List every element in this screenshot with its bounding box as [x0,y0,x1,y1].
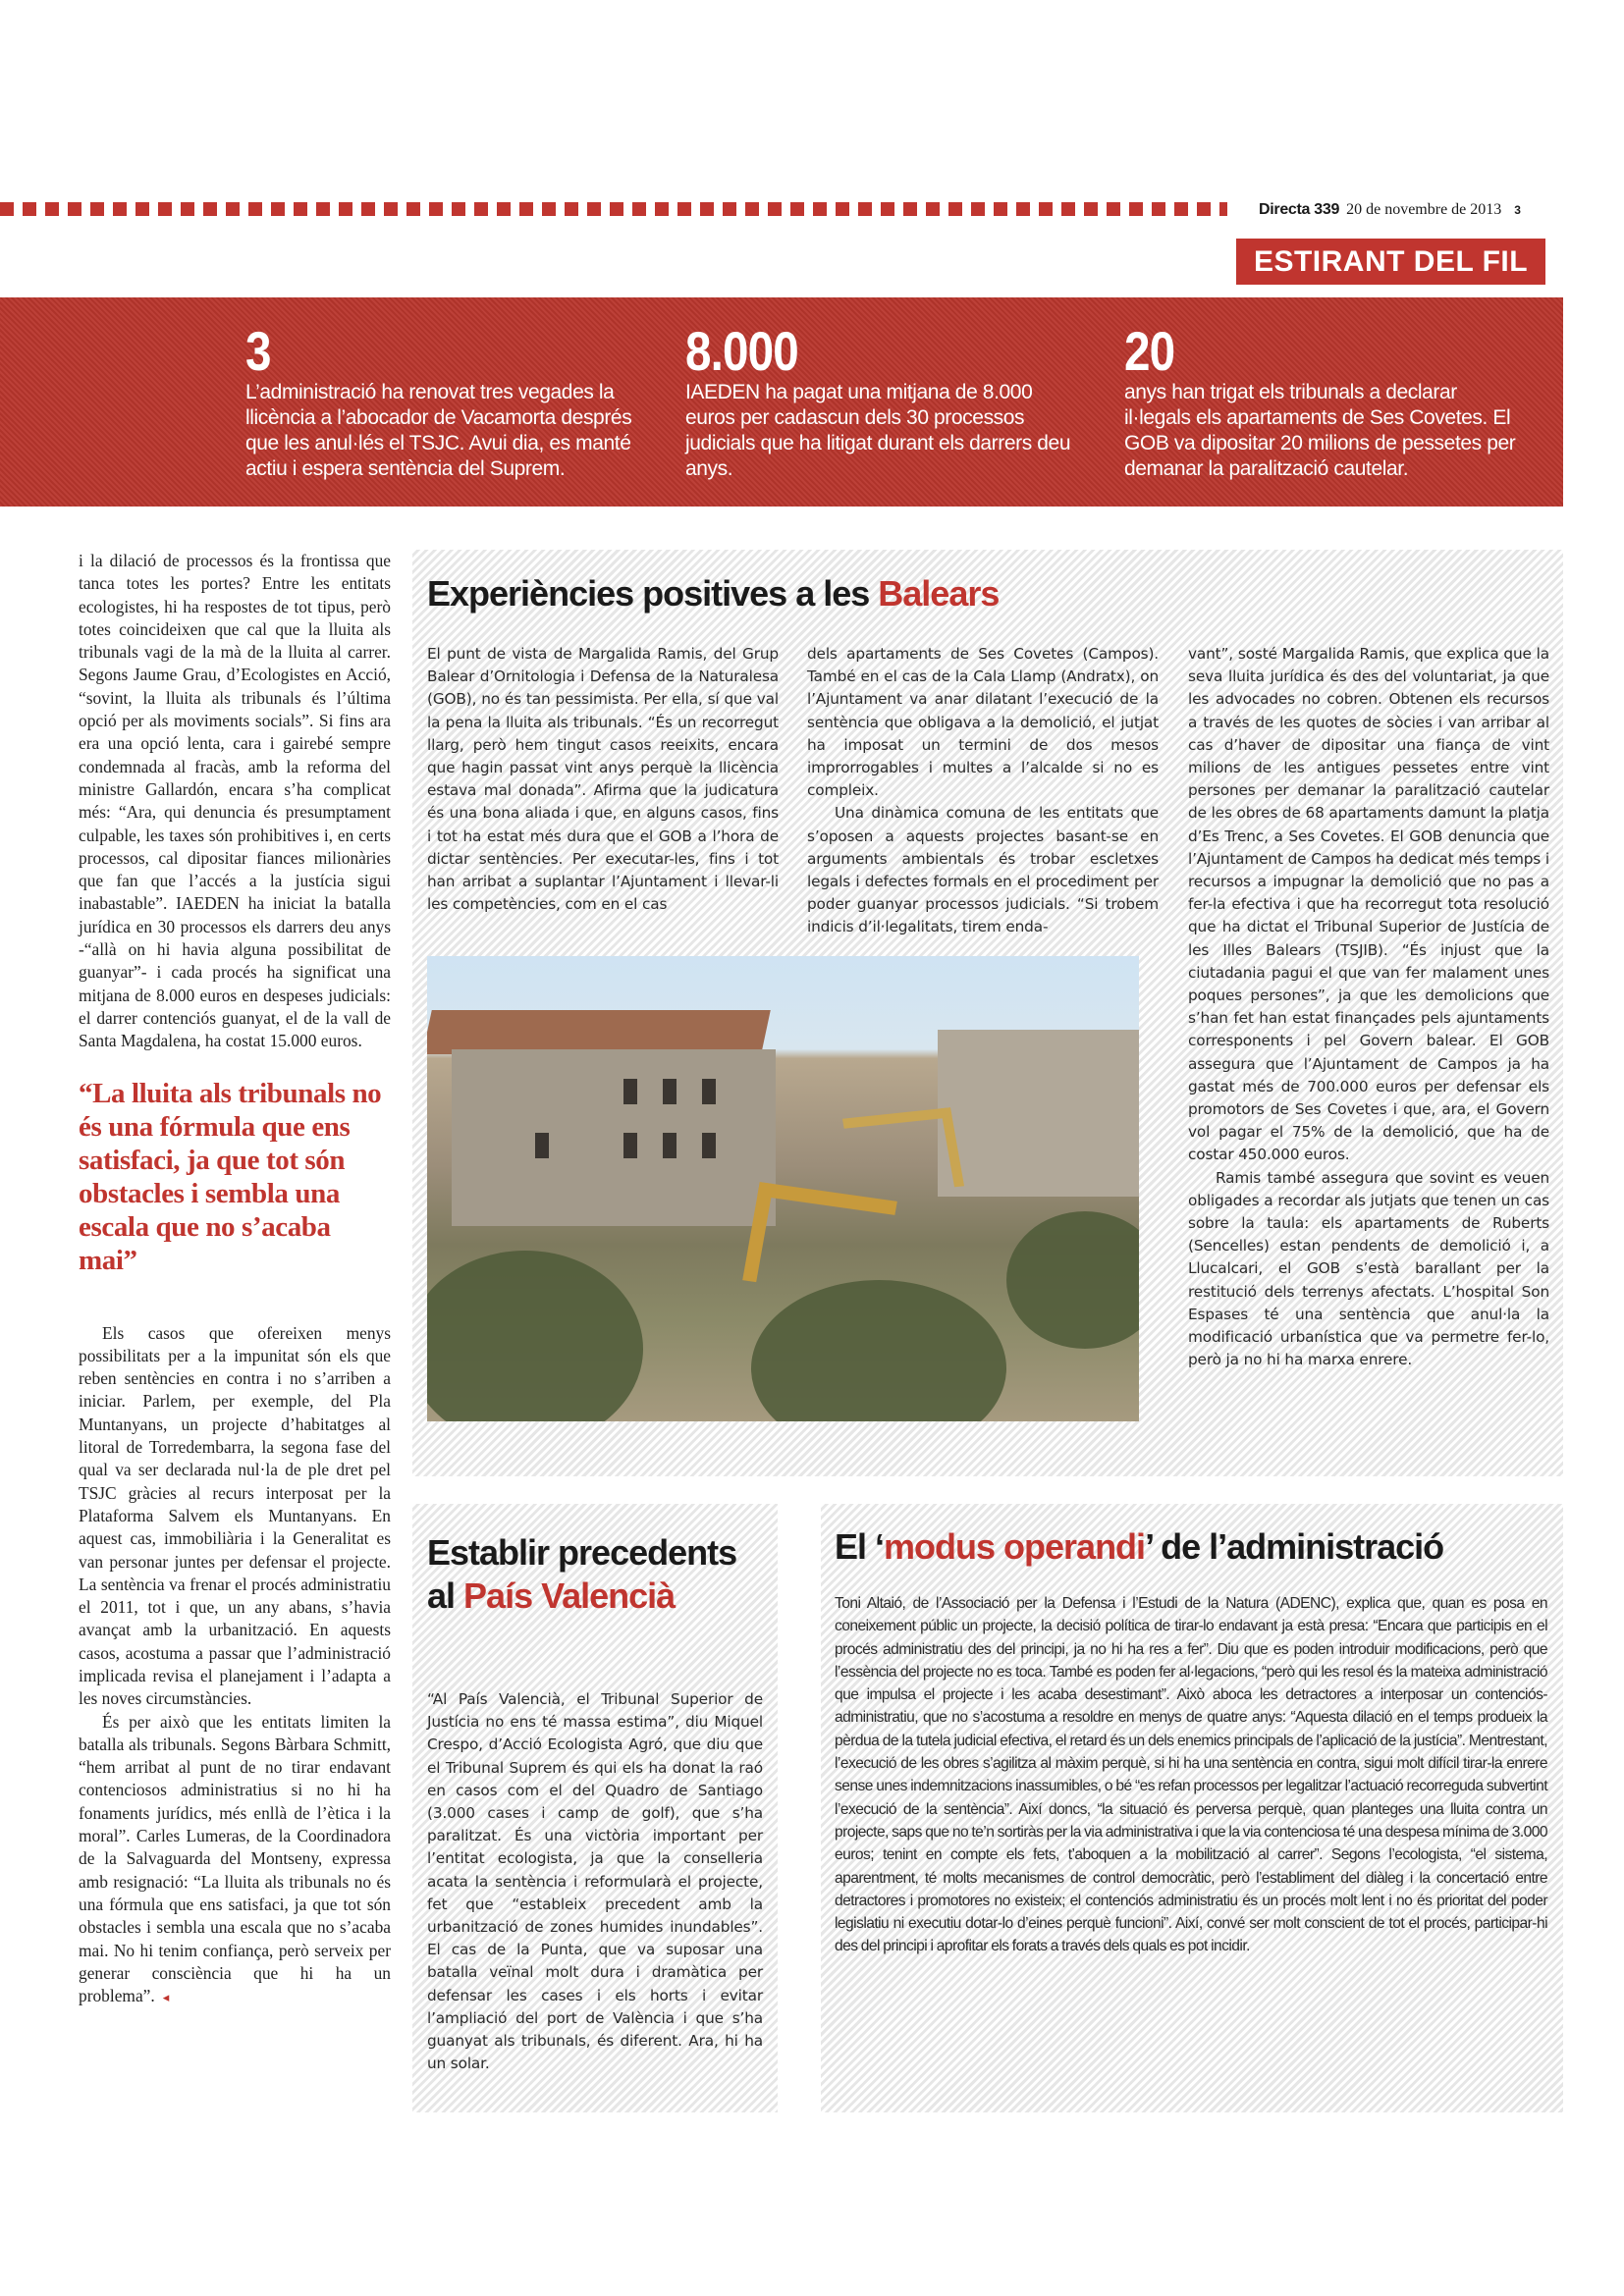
photo-roof [427,1010,771,1054]
page-number: 3 [1514,203,1521,217]
publication-name: Directa 339 [1259,201,1340,218]
photo-vegetation [427,1251,643,1421]
headline-text: Establir precedents al [427,1532,737,1616]
sidebar-column [835,1592,1547,1958]
sidebar-column [427,1688,763,2075]
sidebar-pais-valencia [412,1504,778,2112]
photo-window [663,1133,677,1158]
headline-accent: Balears [878,573,1000,614]
section-label: ESTIRANT DEL FIL [1236,239,1545,285]
fact-number: 3 [245,320,271,382]
fact-item [685,320,1078,482]
sidebar-paragraph: Ramis també assegura que sovint es veuen obligades a recordar als jutjats que tenen un cas sobre la taula: els apartaments de Ruberts (Sencelles) estan pendents de demolició i, a Llucalcari, el GOB s’està barallant per la restitució dels terrenys afectats. L’hospital Son Espases té una sentència que anul·la la modificació urbanística que va permetre fer-lo, però ja no hi ha marxa enrere. [1188,1168,1549,1369]
fact-text: anys han trigat els tribunals a declarar il·legals els apartaments de Ses Covetes. El GOB va dipositar 20 milions de pessetes per demanar la paralització cautelar. [1124,381,1516,480]
article-paragraph: Els casos que ofereixen menys possibilitats per a la impunitat són els que reben sentències en contra i no s’arriben a iniciar. Parlem, per exemple, del Pla Muntanyans, un projecte d’habitatges al litoral de Torredembarra, la segona fase del qual va ser declarada nul·la de ple dret pel TSJC gràcies al recurs interposat per la Plataforma Salvem els Muntanyans. En aquest cas, immobiliària i la Generalitat es van personar juntes per defensar el projecte. La sentència va frenar el procés administratiu el 2011, tot i que, un any abans, s’havia avançat amb la urbanització. En aquests casos, acostuma a passar que l’administració implicada revisa el planejament i l’adapta a les noves circumstàncies. [79,1322,391,1709]
fact-text: L’administració ha renovat tres vegades la llicència a l’abocador de Vacamorta després que les anul·lés el TSJC. Avui dia, es manté actiu i espera sentència del Suprem. [245,381,632,480]
sidebar-balears [412,550,1563,1476]
sidebar-column-2 [807,643,1159,939]
sidebar-headline [835,1525,1443,1569]
photo-window [663,1079,677,1104]
photo-excavator [842,1107,964,1198]
photo-vegetation [1006,1211,1139,1349]
photo-window [535,1133,549,1158]
sidebar-modus-operandi [821,1504,1563,2112]
photo-vegetation [751,1280,1006,1421]
sidebar-paragraph: Una dinàmica comuna de les entitats que s’oposen a aquests projectes basant-se en arguments ambientals és trobar escletxes legals i defectes formals en el procediment per poder guanyar processos judicials. “Si trobem indicis d’il·legalitats, tirem enda- [807,804,1159,936]
fact-item [1124,320,1517,482]
issue-date: 20 de novembre de 2013 [1346,201,1502,218]
sidebar-headline [427,572,999,615]
end-of-article-icon: ◂ [162,1990,170,2005]
headline-text: El ‘ [835,1526,885,1567]
photo-window [702,1133,716,1158]
headline-accent: País Valencià [463,1575,676,1616]
sidebar-headline [427,1531,761,1618]
photo-window [623,1133,637,1158]
sidebar-paragraph: vant”, sosté Margalida Ramis, que explica que la seva lluita jurídica és des del voluntariat, ja que les advocades no cobren. Obtenen els recursos a través de les quotes de sòcies i van arribar al cas d’haver de dipositar una fiança de vint milions de les antigues pessetes entre vint persones per demanar la paralització cautelar de les obres de 68 apartaments damunt la platja d’Es Trenc, a Ses Covetes. El GOB denuncia que l’Ajuntament de Campos ha dedicat més temps i recursos a impugnar la demolició que no pas a fer-la efectiva i que ha recorregut tota resolució que ha dictat el Tribunal Superior de Justícia de les Illes Balears (TSJIB). “És injust que la ciutadania pagui el que van fer malament unes poques persones”, ja que les demolicions que s’han fet han estat finançades pels ajuntaments corresponents i pel Govern balear. El GOB assegura que l’Ajuntament de Campos ja ha gastat més de 700.000 euros per defensar els promotors de Ses Covetes i que, ara, el Govern vol pagar el 75% de la demolició, que ha de costar 450.000 euros. [1188,645,1549,1164]
article-paragraph [79,1711,391,2009]
decorative-dashed-rule [0,202,1227,216]
key-figures-band [0,297,1563,507]
article-paragraph: i la dilació de processos és la frontissa que tanca totes les portes? Entre les entitats ecologistes, hi ha respostes de tot tipus, però totes coincideixen que cal que la lluita als tribunals vagi de la mà de la lluita al carrer. Segons Jaume Grau, d’Ecologistes en Acció, “sovint, la lluita als tribunals és l’última opció per als moviments socials”. Si fins ara era una opció lenta, cara i gairebé sempre condemnada al fracàs, amb la reforma del ministre Gallardón, encara s’ha complicat més: “Ara, qui denuncia és presumptament culpable, les taxes són prohibitives i, en certs processos, cal dipositar fiances milionàries que fan que l’accés a la justícia sigui inabastable”. IAEDEN ha iniciat la batalla jurídica en 30 processos els darrers deu anys -“allà on hi havia alguna possibilitat de guanyar”- i cada procés ha significat una mitjana de 8.000 euros en despeses judicials: el darrer contenciós guanyat, el de la vall de Santa Magdalena, ha costat 15.000 euros. [79,551,391,1051]
sidebar-paragraph: El punt de vista de Margalida Ramis, del Grup Balear d’Ornitologia i Defensa de la Naturalesa (GOB), no és tan pessimista. Per ella, sí que val la pena la lluita als tribunals. “És un recorregut llarg, però hem tingut casos reeixits, encara que hagin passat vint anys perquè la llicència estava mal donada”. Afirma que la judicatura és una bona aliada i que, en alguns casos, fins i tot ha estat més dura que el GOB a l’hora de dictar sentències. Per executar-les, fins i tot han arribat a suplantar l’Ajuntament i llevar-li les competències, com en el cas [427,645,779,914]
photo-window [623,1079,637,1104]
photo-building [938,1030,1139,1197]
photo-building [452,1049,776,1226]
paragraph-text: És per això que les entitats limiten la batalla als tribunals. Segons Bàrbara Schmitt, “hem arribat al punt de no tirar endavant contenciosos administratius si no hi ha fonaments jurídics, més enllà de l’ètica i la moral”. Carles Lumeras, de la Coordinadora de la Salvaguarda del Montseny, expressa amb resignació: “La lluita als tribunals no és una fórmula que ens satisfaci, ja que tot són obstacles i sembla una escala que no s’acaba mai. No hi tenim confiança, però serveix per generar consciència que hi ha un problema”. [79,1711,391,2006]
headline-text: Experiències positives a les [427,573,879,614]
headline-text: ’ de l’administració [1145,1526,1444,1567]
fact-number: 8.000 [685,320,798,382]
page-folio [1259,201,1521,221]
sidebar-paragraph: “Al País Valencià, el Tribunal Superior de Justícia no ens té massa estima”, diu Miquel Crespo, d’Acció Ecologista Agró, que diu que el Tribunal Suprem és qui els ha donat la raó en casos com el del Quadro de Santiago (3.000 cases i camp de golf), que s’ha paralitzat. És una victòria important per l’entitat ecologista, ja que la conselleria acata la sentència i reformularà el projecte, fet que “estableix precedent amb la urbanització de zones humides inundables”. El cas de la Punta, que va suposar una batalla veïnal molt dura i dramàtica per defensar les cases i els horts i evitar l’ampliació del port de València i que s’ha guanyat als tribunals, és diferent. Ara, hi ha un solar. [427,1690,763,2073]
sidebar-column-3 [1188,643,1549,1372]
fact-number: 20 [1124,320,1175,382]
main-article-column [79,550,391,2008]
headline-accent: modus operandi [884,1526,1146,1567]
sidebar-paragraph: dels apartaments de Ses Covetes (Campos). També en el cas de la Cala Llamp (Andratx), on l’Ajuntament va anar dilatant l’execució de la sentència que obligava a la demolició, el jutjat ha imposat un termini de dos mesos improrrogables i multes a l’alcalde si no es compleix. [807,645,1159,800]
sidebar-column-1 [427,643,779,916]
fact-text: IAEDEN ha pagat una mitjana de 8.000 euros per cadascun dels 30 processos judicials que ha litigat durant els darrers deu anys. [685,381,1071,480]
demolition-site-photo [427,956,1139,1421]
pull-quote: “La lluita als tribunals no és una fórmula que ens satisfaci, ja que tot són obstacles i sembla una escala que no s’acaba mai” [79,1077,382,1276]
sidebar-paragraph: Toni Altaió, de l’Associació per la Defensa i l’Estudi de la Natura (ADENC), explica que, quan es posa en coneixement públic un projecte, la decisió política de tirar-lo endavant ja està presa: “Encara que participis en el procés administratiu des del principi, ja no hi ha res a fer”. Diu que es poden introduir modificacions, però que l’essència del projecte no es toca. També es poden fer al·legacions, “però qui les resol és la mateixa administració que impulsa el projecte i les acaba desestimant”. Això aboca les detractores a interposar un contenciós-administratiu, que no s’acostuma a resoldre en menys de quatre anys: “Aquesta dilació en el temps produeix la pèrdua de la tutela judicial efectiva, el retard és un dels enemics principals de l’aplicació de la justícia”. Mentrestant, l’execució de les obres s’agilitza al màxim perquè, si hi ha una sentència en contra, sigui molt difícil tirar-la enrere sense unes indemnitzacions inassumibles, o bé “es refan processos per legalitzar l’actuació recorreguda subvertint l’execució de la sentència”. Així doncs, “la situació és perversa perquè, quan planteges una lluita contra un projecte, saps que no te’n sortiràs per la via administrativa i que la via contenciosa té una despesa mínima de 3.000 euros; tenint en compte els fets, t’aboquen a la mobilització al carrer”. Segons l’ecologista, “el sistema, aparentment, té molts mecanismes de control democràtic, però l’establiment del diàleg i la concertació entre detractores i promotores no existeix; el contenciós administratiu és un procés molt lent i no és prioritat del poder legislatiu ni executiu dotar-lo d’eines perquè funcioni”. Així, convé ser molt conscient de tot el procés, participar-hi des del principi i aprofitar els forats a través dels quals es pot incidir. [835,1595,1547,1955]
fact-item [245,320,638,482]
photo-window [702,1079,716,1104]
